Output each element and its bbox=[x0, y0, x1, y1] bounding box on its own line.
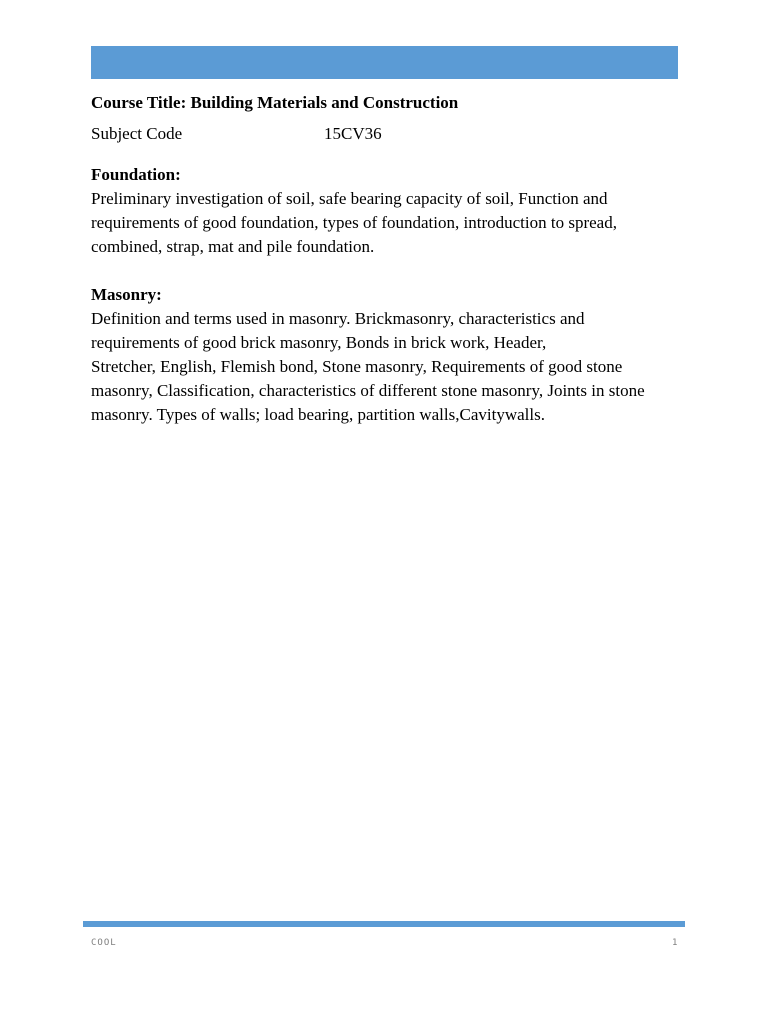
page-number: 1 bbox=[672, 938, 679, 948]
section-body-masonry bbox=[91, 307, 681, 427]
document-body bbox=[91, 92, 681, 427]
text-line: Stretcher, English, Flemish bond, Stone masonry, Requirements of good stone bbox=[91, 357, 623, 376]
section-heading-foundation: Foundation: bbox=[91, 165, 181, 184]
text-line: requirements of good brick masonry, Bonds in brick work, Header, bbox=[91, 333, 547, 352]
text-line: Preliminary investigation of soil, safe bearing capacity of soil, Function and bbox=[91, 189, 608, 208]
section-heading-masonry: Masonry: bbox=[91, 285, 162, 304]
footer-label: COOL bbox=[91, 938, 117, 948]
text-line: combined, strap, mat and pile foundation. bbox=[91, 237, 375, 256]
header-accent-bar bbox=[91, 46, 678, 79]
course-title: Course Title: Building Materials and Construction bbox=[91, 93, 459, 112]
subject-code-label: Subject Code bbox=[91, 124, 183, 143]
subject-code-value: 15CV36 bbox=[324, 124, 382, 143]
text-line: masonry, Classification, characteristics of different stone masonry, Joints in stone bbox=[91, 381, 645, 400]
subject-code-row bbox=[91, 123, 681, 145]
text-line: requirements of good foundation, types of foundation, introduction to spread, bbox=[91, 213, 617, 232]
footer-accent-bar bbox=[83, 921, 685, 927]
section-body-foundation bbox=[91, 187, 681, 259]
text-line: Definition and terms used in masonry. Brickmasonry, characteristics and bbox=[91, 309, 585, 328]
text-line: masonry. Types of walls; load bearing, partition walls,Cavitywalls. bbox=[91, 405, 545, 424]
